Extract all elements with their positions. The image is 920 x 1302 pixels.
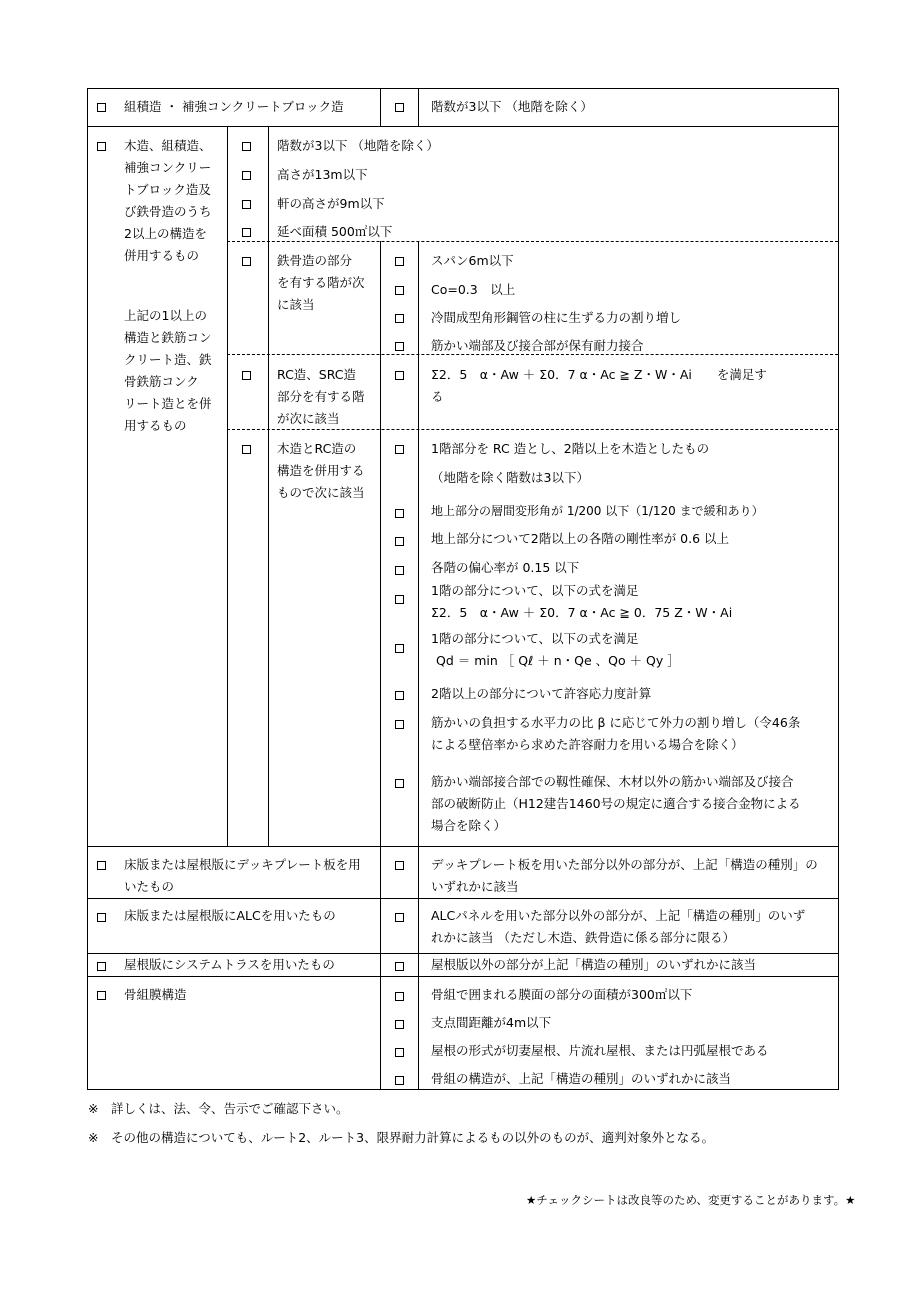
steel-column: 冷間成型角形鋼管の柱に生ずる力の割り増し [431,310,682,325]
checkbox-general-area[interactable] [242,228,251,237]
r1-right-label: 階数が3以下 （地階を除く） [431,99,593,114]
checkbox-system-truss[interactable] [97,962,106,971]
row-divider [87,898,839,899]
checkbox-wr-7[interactable] [395,691,404,700]
r4-right: ALCパネルを用いた部分以外の部分が、上記「構造の種別」のいず れかに該当 （ただし木造、鉄骨造に係る部分に限る） [431,908,806,945]
wr-item8: 筋かいの負担する水平力の比 β に応じて外力の割り増し（令46条 による壁倍率から求めた許容耐力を用いる場合を除く） [431,715,801,752]
r6-left: 骨組膜構造 [124,987,187,1002]
general-floors: 階数が3以下 （地階を除く） [277,138,439,153]
wr-item4: 各階の偏心率が 0.15 以下 [431,560,580,575]
steel-label: 鉄骨造の部分 を有する階が次 に該当 [277,253,365,312]
general-eaves: 軒の高さが9m以下 [277,196,385,211]
note-2: ※ その他の構造についても、ルート2、ルート3、限界耐力計算によるもの以外のものが、適判対象外となる。 [88,1130,715,1145]
wr-item5: 1階の部分について、以下の式を満足 Σ2．5 α・Aw ＋ Σ0．7 α・Ac ≧ 0．75 Z・W・Ai [431,583,733,620]
wr-item6: 1階の部分について、以下の式を満足 Qd ＝ min ［ Qℓ ＋ n・Qe 、Qo ＋ Qy ］ [431,631,680,668]
checkbox-r1-floors[interactable] [395,103,404,112]
r6-item2: 支点間距離が4m以下 [431,1015,552,1030]
checkbox-deck-plate[interactable] [97,861,106,870]
checkbox-wood-rc[interactable] [242,445,251,454]
checkbox-wr-6[interactable] [395,644,404,653]
r6-item4: 骨組の構造が、上記「構造の種別」のいずれかに該当 [431,1071,732,1086]
checkbox-membrane-1[interactable] [395,992,404,1001]
steel-brace: 筋かい端部及び接合部が保有耐力接合 [431,338,644,353]
general-height: 高さが13m以下 [277,167,368,182]
checkbox-membrane-4[interactable] [395,1076,404,1085]
checkbox-general-height[interactable] [242,171,251,180]
wr-item2: 地上部分の層間変形角が 1/200 以下（1/120 まで緩和あり） [431,504,764,518]
checkbox-rc[interactable] [242,371,251,380]
wr-item9: 筋かい端部接合部での靱性確保、木材以外の筋かい端部及び接合 部の破断防止（H12建告1460号の規定に適合する接合金物による 場合を除く） [431,774,801,833]
col-divider [418,88,419,126]
checkbox-membrane[interactable] [97,991,106,1000]
r6-item1: 骨組で囲まれる膜面の部分の面積が300㎡以下 [431,987,693,1002]
general-area: 延べ面積 500㎡以下 [277,224,393,239]
checkbox-steel[interactable] [242,257,251,266]
checkbox-membrane-3[interactable] [395,1048,404,1057]
checkbox-membrane-2[interactable] [395,1020,404,1029]
col-divider [380,846,381,1089]
checkbox-wr-1[interactable] [395,445,404,454]
checkbox-deck-plate-right[interactable] [395,861,404,870]
checkbox-wr-2[interactable] [395,509,404,518]
table-border-left [87,88,88,1089]
r5-right: 屋根版以外の部分が上記「構造の種別」のいずれかに該当 [431,957,757,972]
rc-formula: Σ2．5 α・Aw ＋ Σ0．7 α・Ac ≧ Z・W・Ai を満足す る [431,367,767,404]
wr-item1: 1階部分を RC 造とし、2階以上を木造としたもの [431,441,710,456]
checkbox-steel-column[interactable] [395,314,404,323]
note-1: ※ 詳しくは、法、令、告示でご確認下さい。 [88,1101,349,1116]
checkbox-steel-co[interactable] [395,286,404,295]
col-divider [227,126,228,846]
checkbox-steel-span[interactable] [395,257,404,266]
checkbox-alc-right[interactable] [395,913,404,922]
checkbox-system-truss-right[interactable] [395,962,404,971]
row-divider [87,126,839,127]
col-divider [268,126,269,846]
steel-span: スパン6m以下 [431,253,514,268]
r3-left: 床版または屋根版にデッキプレート板を用 いたもの [124,857,361,894]
row-divider [87,846,839,847]
checkbox-alc[interactable] [97,913,106,922]
checkbox-rc-formula[interactable] [395,371,404,380]
r1-left-label: 組積造 ・ 補強コンクリートブロック造 [124,99,344,114]
row-divider [87,976,839,977]
wr-item1-note: （地階を除く階数は3以下） [431,470,589,485]
r5-left: 屋根版にシステムトラスを用いたもの [124,957,335,972]
col-divider [380,241,381,846]
wr-item3: 地上部分について2階以上の各階の剛性率が 0.6 以上 [431,531,730,546]
checkbox-wr-9[interactable] [395,779,404,788]
col-divider [418,846,419,1089]
checkbox-mixed-structure[interactable] [97,142,106,151]
r2-left-text-2: 上記の1以上の 構造と鉄筋コン クリート造、鉄 骨鉄筋コンク リート造とを併 用するもの [124,308,212,433]
checkbox-general-eaves[interactable] [242,200,251,209]
checkbox-wr-8[interactable] [395,720,404,729]
checkbox-wr-5[interactable] [395,595,404,604]
checkbox-steel-brace[interactable] [395,342,404,351]
steel-co: Co=0.3 以上 [431,282,516,297]
r6-item3: 屋根の形式が切妻屋根、片流れ屋根、または円弧屋根である [431,1043,769,1058]
r3-right: デッキプレート板を用いた部分以外の部分が、上記「構造の種別」の いずれかに該当 [431,857,818,894]
rc-label: RC造、SRC造 部分を有する階 が次に該当 [277,367,365,426]
col-divider [380,88,381,126]
checkbox-wr-4[interactable] [395,566,404,575]
r2-left-text-1: 木造、組積造、 補強コンクリー トブロック造及 び鉄骨造のうち 2以上の構造を 併用するもの [124,138,212,263]
checkbox-general-floors[interactable] [242,142,251,151]
wood-rc-label: 木造とRC造の 構造を併用する もので次に該当 [277,441,365,500]
wr-item7: 2階以上の部分について許容応力度計算 [431,686,652,701]
table-border-right [838,88,839,1089]
table-border-top [87,88,839,89]
checkbox-masonry[interactable] [97,103,106,112]
checkbox-wr-3[interactable] [395,537,404,546]
col-divider [418,241,419,846]
footer-notice: ★チェックシートは改良等のため、変更することがあります。★ [526,1193,856,1207]
r4-left: 床版または屋根版にALCを用いたもの [124,908,336,923]
